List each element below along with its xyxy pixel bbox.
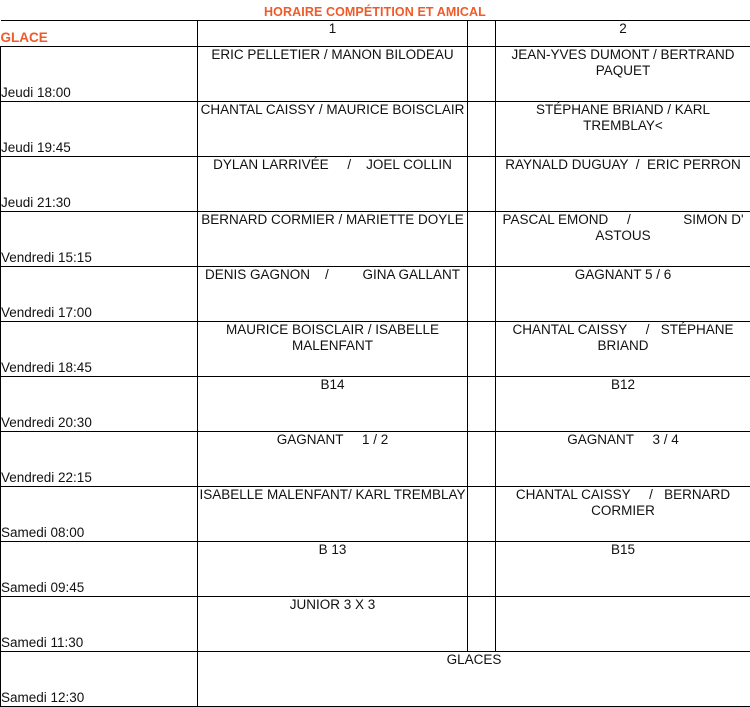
match-text: STÉPHANE BRIAND / KARL TREMBLAY< [535,102,711,133]
match-text: B12 [610,377,636,392]
time-slot: Vendredi 20:30 [1,377,198,432]
sheet-2-match [496,322,750,377]
sheet-1-match [198,487,468,542]
gap-cell [468,267,496,322]
sheet-2-header: 2 [496,21,750,47]
table-row [1,432,750,487]
sheet-1-match [198,377,468,432]
sheet-1-header: 1 [198,21,468,47]
time-slot: Vendredi 15:15 [1,212,198,267]
match-text: GAGNANT 3 / 4 [567,432,679,447]
sheet-2-match [496,487,750,542]
time-slot: Samedi 12:30 [1,652,198,707]
sheet-1-match [198,102,468,157]
match-text: DYLAN LARRIVÉE / JOEL COLLIN [213,157,452,172]
sheet-1-match [198,47,468,102]
header-row [1,21,750,47]
sheet-2-match [496,597,750,652]
match-text: B15 [610,542,636,557]
match-text: CHANTAL CAISSY / MAURICE BOISCLAIR [200,102,465,117]
match-text: ERIC PELLETIER / MANON BILODEAU [211,47,454,62]
time-slot: Vendredi 17:00 [1,267,198,322]
table-row [1,267,750,322]
table-row [1,487,750,542]
time-slot: Vendredi 18:45 [1,322,198,377]
sheet-1-match [198,542,468,597]
sheet-1-match [198,432,468,487]
table-row [1,157,750,212]
match-text: JEAN-YVES DUMONT / BERTRAND PAQUET [511,47,735,78]
time-slot: Samedi 09:45 [1,542,198,597]
gap-cell [468,597,496,652]
match-text: B14 [320,377,345,392]
match-text: BERNARD CORMIER / MARIETTE DOYLE [201,212,464,227]
match-text: GAGNANT 1 / 2 [276,432,389,447]
merged-glaces-cell: GLACES [198,652,750,707]
match-text: B 13 [318,542,347,557]
table-row [1,542,750,597]
time-slot: Jeudi 18:00 [1,47,198,102]
time-slot: Jeudi 19:45 [1,102,198,157]
table-row [1,212,750,267]
match-text: CHANTAL CAISSY / STÉPHANE BRIAND [512,322,738,353]
sheet-1-match [198,157,468,212]
table-row [1,102,750,157]
match-text: GAGNANT 5 / 6 [574,267,672,282]
gap-cell [468,322,496,377]
gap-cell [468,157,496,212]
sheet-2-match [496,157,750,212]
gap-cell [468,432,496,487]
match-text: JUNIOR 3 X 3 [289,597,376,612]
time-slot: Samedi 11:30 [1,597,198,652]
sheet-2-match [496,377,750,432]
match-text: PASCAL EMOND / SIMON D' ASTOUS [502,212,747,243]
match-text: RAYNALD DUGUAY / ERIC PERRON [505,157,741,172]
sheet-2-match [496,432,750,487]
match-text: CHANTAL CAISSY / BERNARD CORMIER [515,487,734,518]
table-row [1,597,750,652]
gap-cell [468,542,496,597]
table-row [1,377,750,432]
gap-cell [468,47,496,102]
time-slot: Vendredi 22:15 [1,432,198,487]
gap-cell [468,102,496,157]
gap-cell [468,487,496,542]
schedule-table [0,20,750,707]
sheet-1-match [198,212,468,267]
table-row [1,47,750,102]
match-text: DENIS GAGNON / GINA GALLANT [204,267,461,282]
sheet-1-match [198,322,468,377]
gap-cell [468,377,496,432]
sheet-2-match [496,47,750,102]
sheet-1-match [198,597,468,652]
time-slot: Jeudi 21:30 [1,157,198,212]
match-text: ISABELLE MALENFANT/ KARL TREMBLAY [199,487,466,502]
sheet-2-match [496,212,750,267]
gap-cell [468,212,496,267]
time-slot: Samedi 08:00 [1,487,198,542]
sheet-2-match [496,542,750,597]
sheet-2-match [496,267,750,322]
table-row [1,652,750,707]
sheet-1-match [198,267,468,322]
sheet-header-label: GLACE [1,21,198,47]
match-text: MAURICE BOISCLAIR / ISABELLE MALENFANT [225,322,440,353]
gap-cell [468,21,496,47]
sheet-2-match [496,102,750,157]
table-row [1,322,750,377]
page-title: HORAIRE COMPÉTITION ET AMICAL [264,5,486,19]
